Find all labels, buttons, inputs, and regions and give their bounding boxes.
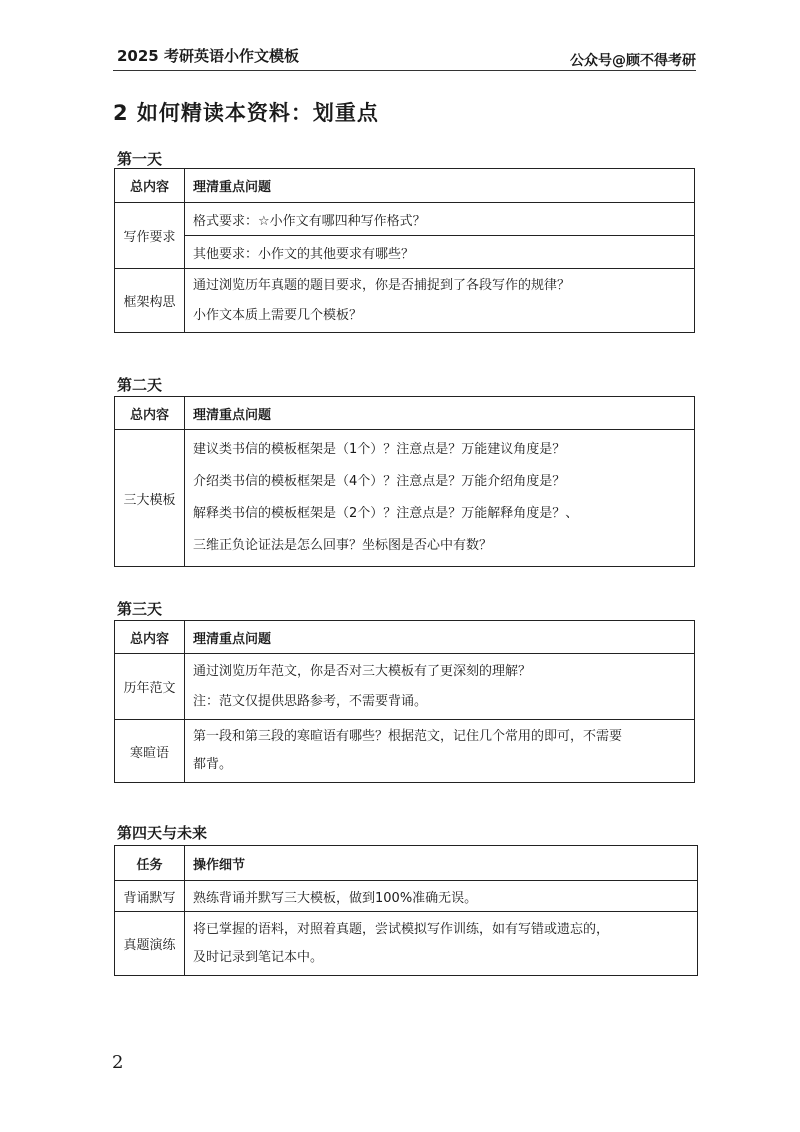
- cell-line: 都背。: [193, 757, 233, 772]
- cell-line: 通过浏览历年真题的题目要求，你是否捕捉到了各段写作的规律？: [193, 277, 571, 293]
- cell-line: 注：范文仅提供思路参考，不需要背诵。: [193, 693, 428, 709]
- header-divider: [113, 70, 696, 71]
- column-header: 理清重点问题: [185, 621, 695, 654]
- column-header: 总内容: [115, 621, 185, 654]
- category-cell: 历年范文: [115, 654, 185, 720]
- table-cell: [185, 269, 695, 333]
- cell-line: 将已掌握的语料，对照着真题，尝试模拟写作训练，如有写错或遗忘的，: [193, 921, 610, 937]
- column-header: 理清重点问题: [185, 169, 695, 203]
- column-header: 理清重点问题: [185, 397, 695, 430]
- cell-line: 建议类书信的模板框架是（1个）？注意点是？万能建议角度是？: [193, 442, 566, 457]
- day-title: 第三天: [117, 600, 163, 618]
- day-table: [114, 396, 695, 567]
- day-table: [114, 620, 695, 783]
- category-cell: 背诵默写: [115, 881, 185, 912]
- day-table: [114, 845, 698, 976]
- table-cell: [185, 430, 695, 567]
- header-title: 2025 考研英语小作文模板: [117, 47, 299, 65]
- table-cell: 其他要求：小作文的其他要求有哪些？: [185, 236, 695, 269]
- cell-line: 通过浏览历年范文，你是否对三大模板有了更深刻的理解？: [193, 663, 532, 679]
- column-header: 总内容: [115, 397, 185, 430]
- category-cell: 寒暄语: [115, 720, 185, 783]
- cell-line: 第一段和第三段的寒暄语有哪些？根据范文，记住几个常用的即可，不需要: [193, 729, 623, 744]
- cell-line: 小作文本质上需要几个模板？: [193, 307, 363, 323]
- column-header: 操作细节: [185, 846, 698, 881]
- category-cell: 真题演练: [115, 912, 185, 976]
- section-title: 2 如何精读本资料：划重点: [113, 101, 379, 125]
- cell-line: 及时记录到笔记本中。: [193, 949, 324, 965]
- day-title: 第一天: [117, 150, 163, 168]
- header-account: 公众号@顾不得考研: [570, 53, 696, 69]
- table-cell: [185, 912, 698, 976]
- table-cell: [185, 720, 695, 783]
- table-cell: [185, 654, 695, 720]
- category-cell: 三大模板: [115, 430, 185, 567]
- table-cell: 熟练背诵并默写三大模板，做到100%准确无误。: [185, 881, 698, 912]
- category-cell: 框架构思: [115, 269, 185, 333]
- page-number: 2: [112, 1052, 124, 1073]
- day-table: [114, 168, 695, 333]
- day-title: 第二天: [117, 376, 163, 394]
- cell-line: 解释类书信的模板框架是（2个）？注意点是？万能解释角度是？、: [193, 506, 579, 521]
- day-title: 第四天与未来: [117, 824, 208, 842]
- cell-line: 介绍类书信的模板框架是（4个）？注意点是？万能介绍角度是？: [193, 474, 566, 489]
- column-header: 总内容: [115, 169, 185, 203]
- table-cell: 格式要求：☆小作文有哪四种写作格式？: [185, 203, 695, 236]
- column-header: 任务: [115, 846, 185, 881]
- category-cell: 写作要求: [115, 203, 185, 269]
- cell-line: 三维正负论证法是怎么回事？坐标图是否心中有数？: [193, 538, 493, 553]
